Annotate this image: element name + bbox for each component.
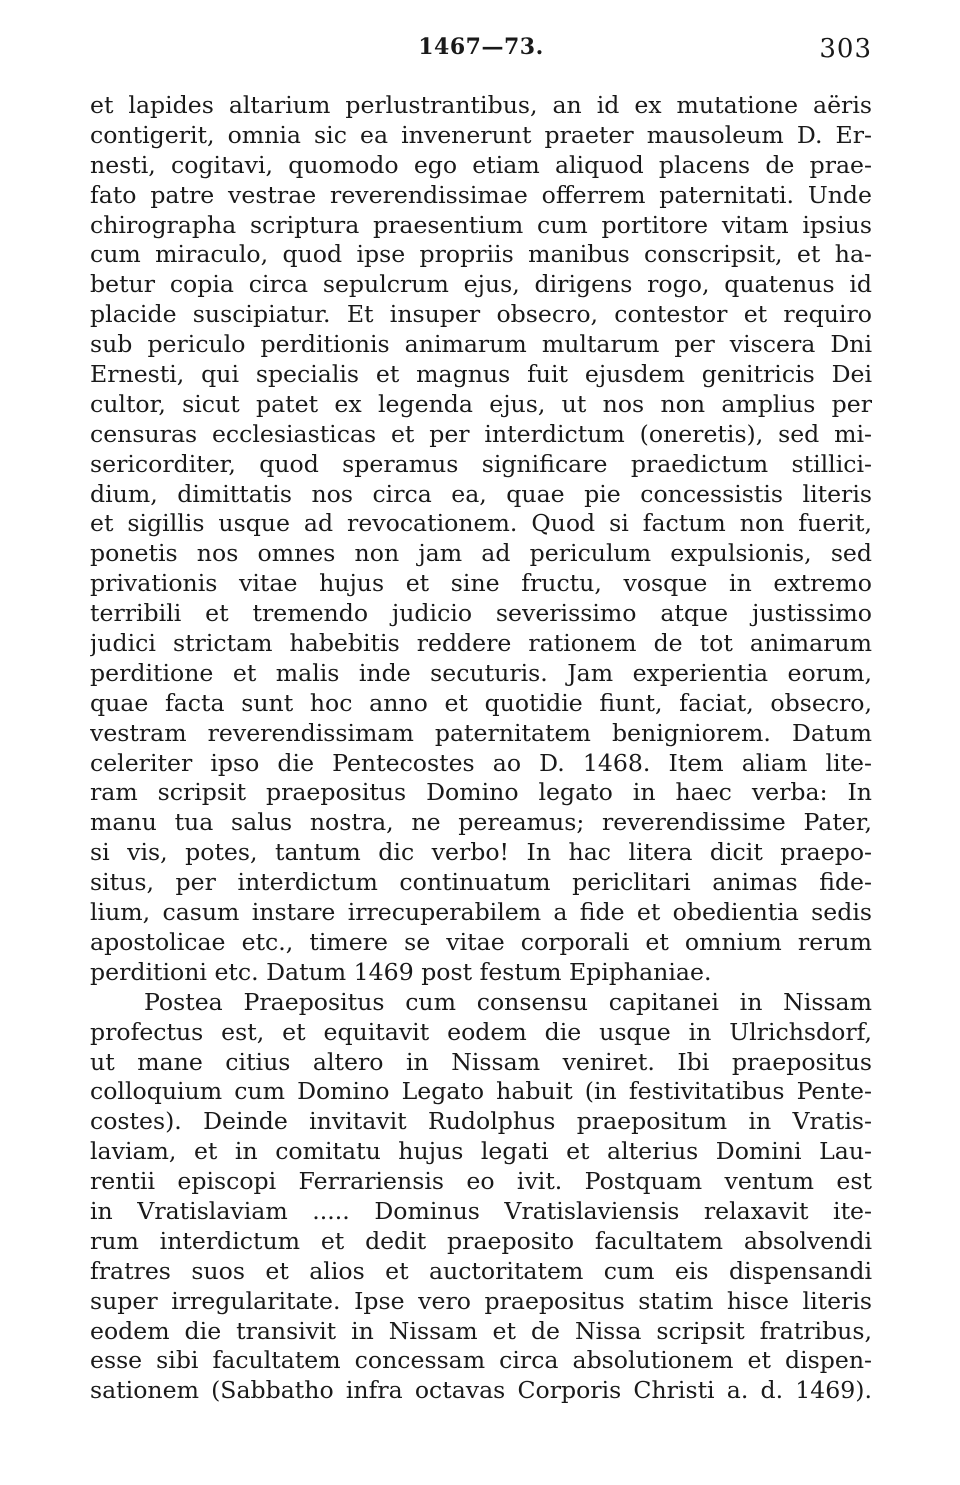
text-line: ram scripsit praepositus Domino legato in haec verba: In: [90, 778, 872, 807]
text-line: dium, dimittatis nos circa ea, quae pie concessistis literis: [90, 479, 872, 508]
body-text: [90, 91, 872, 1406]
paragraph-first-line: Postea Praepositus cum consensu capitanei in Nissam: [144, 987, 872, 1016]
text-line: Ernesti, qui specialis et magnus fuit ejusdem genitricis Dei: [90, 360, 872, 389]
text-line: nesti, cogitavi, quomodo ego etiam aliquod placens de prae-: [90, 150, 872, 179]
text-line: ut mane citius altero in Nissam veniret. Ibi praepositus: [90, 1047, 872, 1076]
text-line: apostolicae etc., timere se vitae corporali et omnium rerum: [90, 927, 872, 956]
text-line: eodem die transivit in Nissam et de Nissa scripsit fratribus,: [90, 1316, 872, 1345]
running-head: [90, 28, 872, 68]
text-line: terribili et tremendo judicio severissimo atque justissimo: [90, 599, 872, 628]
text-line: situs, per interdictum continuatum periclitari animas fide-: [90, 868, 872, 897]
text-line: sationem (Sabbatho infra octavas Corporis Christi a. d. 1469).: [90, 1376, 872, 1405]
text-line: rentii episcopi Ferrariensis eo ivit. Postquam ventum est: [90, 1167, 872, 1196]
text-line: et sigillis usque ad revocationem. Quod si factum non fuerit,: [90, 509, 872, 538]
text-line: rum interdictum et dedit praeposito facultatem absolvendi: [90, 1226, 872, 1255]
text-line: judici strictam habebitis reddere rationem de tot animarum: [90, 629, 872, 658]
text-line: betur copia circa sepulcrum ejus, dirigens rogo, quatenus id: [90, 270, 872, 299]
text-line: chirographa scriptura praesentium cum portitore vitam ipsius: [90, 210, 872, 239]
text-line: ponetis nos omnes non jam ad periculum expulsionis, sed: [90, 539, 872, 568]
text-line: manu tua salus nostra, ne pereamus; reverendissime Pater,: [90, 808, 872, 837]
text-line: et lapides altarium perlustrantibus, an id ex mutatione aëris: [90, 91, 872, 119]
text-line: privationis vitae hujus et sine fructu, vosque in extremo: [90, 569, 872, 598]
text-line: lium, casum instare irrecuperabilem a fide et obedientia sedis: [90, 898, 872, 927]
text-line: profectus est, et equitavit eodem die usque in Ulrichsdorf,: [90, 1017, 872, 1046]
text-line: censuras ecclesiasticas et per interdictum (oneretis), sed mi-: [90, 419, 872, 448]
page-number: 303: [819, 34, 872, 64]
text-line: super irregularitate. Ipse vero praepositus statim hisce literis: [90, 1286, 872, 1315]
text-line: sericorditer, quod speramus significare praedictum stillici-: [90, 449, 872, 478]
text-line: quae facta sunt hoc anno et quotidie fiunt, faciat, obsecro,: [90, 688, 872, 717]
text-line: esse sibi facultatem concessam circa absolutionem et dispen-: [90, 1346, 872, 1375]
text-line: celeriter ipso die Pentecostes ao D. 1468. Item aliam lite-: [90, 748, 872, 777]
text-line: in Vratislaviam ..... Dominus Vratislaviensis relaxavit ite-: [90, 1196, 872, 1225]
text-line: vestram reverendissimam paternitatem benigniorem. Datum: [90, 718, 872, 747]
text-line: costes). Deinde invitavit Rudolphus praepositum in Vratis-: [90, 1107, 872, 1136]
text-line: si vis, potes, tantum dic verbo! In hac litera dicit praepo-: [90, 838, 872, 867]
text-line: cultor, sicut patet ex legenda ejus, ut nos non amplius per: [90, 389, 872, 418]
text-line: perditione et malis inde secuturis. Jam experientia eorum,: [90, 658, 872, 687]
text-line: placide suscipiatur. Et insuper obsecro, contestor et requiro: [90, 300, 872, 329]
paragraph-last-line: perditioni etc. Datum 1469 post festum Epiphaniae.: [90, 957, 712, 986]
text-line: contigerit, omnia sic ea invenerunt praeter mausoleum D. Er-: [90, 120, 872, 149]
text-line: fratres suos et alios et auctoritatem cum eis dispensandi: [90, 1256, 872, 1285]
text-line: cum miraculo, quod ipse propriis manibus conscripsit, et ha-: [90, 240, 872, 269]
text-line: fato patre vestrae reverendissimae offerrem paternitati. Unde: [90, 180, 872, 209]
text-line: colloquium cum Domino Legato habuit (in festivitatibus Pente-: [90, 1077, 872, 1106]
text-line: laviam, et in comitatu hujus legati et alterius Domini Lau-: [90, 1137, 872, 1166]
text-line: sub periculo perditionis animarum multarum per viscera Dni: [90, 330, 872, 359]
running-head-title: 1467—73.: [418, 34, 544, 60]
